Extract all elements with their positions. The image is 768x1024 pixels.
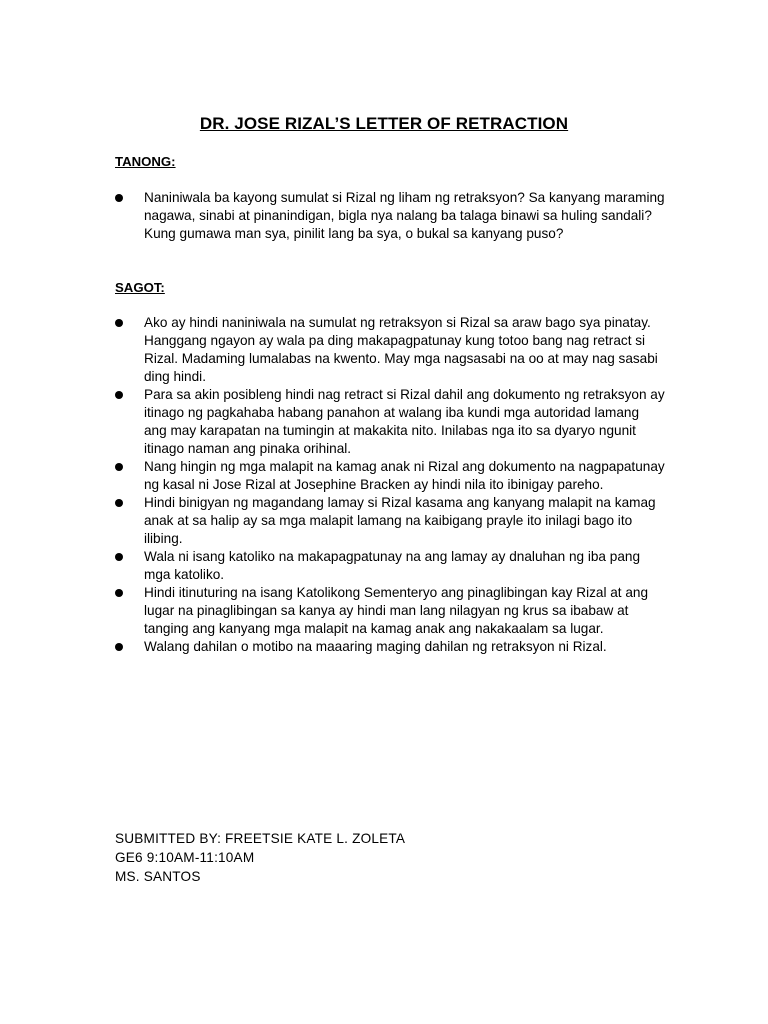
list-item bbox=[115, 386, 665, 458]
answer-text: Hindi binigyan ng magandang lamay si Rizal kasama ang kanyang malapit na kamag anak at sa halip ay sa mga malapit lamang na kaibigang prayle ito inilagi bago ito ilibing. bbox=[144, 495, 656, 546]
answer-text: Ako ay hindi naniniwala na sumulat ng retraksyon si Rizal sa araw bago sya pinatay. Hanggang ngayon ay wala pa ding makapagpatunay kung totoo bang nag retract si Rizal. Madaming lumalabas na kwento. May mga nagsasabi na oo at may nag sasabi ding hindi. bbox=[144, 315, 658, 384]
sagot-label: SAGOT: bbox=[115, 280, 165, 295]
list-item bbox=[115, 494, 665, 548]
answer-text: Para sa akin posibleng hindi nag retract si Rizal dahil ang dokumento ng retraksyon ay itinago ng pagkahaba habang panahon at walang iba kundi mga autoridad lamang ang may karapatan na tumingin at makakita nito. Inilabas nga ito sa dyaryo ngunit itinago naman ang pinaka orihinal. bbox=[144, 387, 665, 456]
bullet-icon bbox=[115, 499, 123, 507]
bullet-icon bbox=[115, 319, 123, 327]
bullet-icon bbox=[115, 194, 123, 202]
submitted-by: SUBMITTED BY: FREETSIE KATE L. ZOLETA bbox=[115, 831, 406, 846]
list-item bbox=[115, 189, 665, 243]
list-item bbox=[115, 458, 665, 494]
question-text: Naniniwala ba kayong sumulat si Rizal ng liham ng retraksyon? Sa kanyang maraming nagawa, sinabi at pinanindigan, bigla nya nalang ba talaga binawi sa huling sandali? Kung gumawa man sya, pinilit lang ba sya, o bukal sa kanyang puso? bbox=[144, 190, 665, 241]
bullet-icon bbox=[115, 463, 123, 471]
answer-text: Nang hingin ng mga malapit na kamag anak ni Rizal ang dokumento na nagpapatunay ng kasal ni Jose Rizal at Josephine Bracken ay hindi nila ito ibinigay pareho. bbox=[144, 459, 665, 492]
bullet-icon bbox=[115, 589, 123, 597]
sagot-list bbox=[115, 314, 665, 656]
bullet-icon bbox=[115, 643, 123, 651]
list-item bbox=[115, 584, 665, 638]
bullet-icon bbox=[115, 553, 123, 561]
tanong-label: TANONG: bbox=[115, 154, 176, 169]
bullet-icon bbox=[115, 391, 123, 399]
list-item bbox=[115, 638, 665, 656]
answer-text: Wala ni isang katoliko na makapagpatunay na ang lamay ay dnaluhan ng iba pang mga katoliko. bbox=[144, 549, 641, 582]
tanong-list bbox=[115, 189, 665, 243]
list-item bbox=[115, 314, 665, 386]
answer-text: Walang dahilan o motibo na maaaring maging dahilan ng retraksyon ni Rizal. bbox=[144, 639, 607, 654]
answer-text: Hindi itinuturing na isang Katolikong Sementeryo ang pinaglibingan kay Rizal at ang lugar na pinaglibingan sa kanya ay hindi man lang nilagyan ng krus sa ibabaw at tanging ang kanyang mga malapit na kamag anak ang nakakaalam sa lugar. bbox=[144, 585, 649, 636]
document-title: DR. JOSE RIZAL’S LETTER OF RETRACTION bbox=[199, 114, 569, 133]
list-item bbox=[115, 548, 665, 584]
class-schedule: GE6 9:10AM-11:10AM bbox=[115, 850, 255, 865]
submission-info bbox=[115, 829, 405, 886]
teacher-name: MS. SANTOS bbox=[115, 869, 201, 884]
